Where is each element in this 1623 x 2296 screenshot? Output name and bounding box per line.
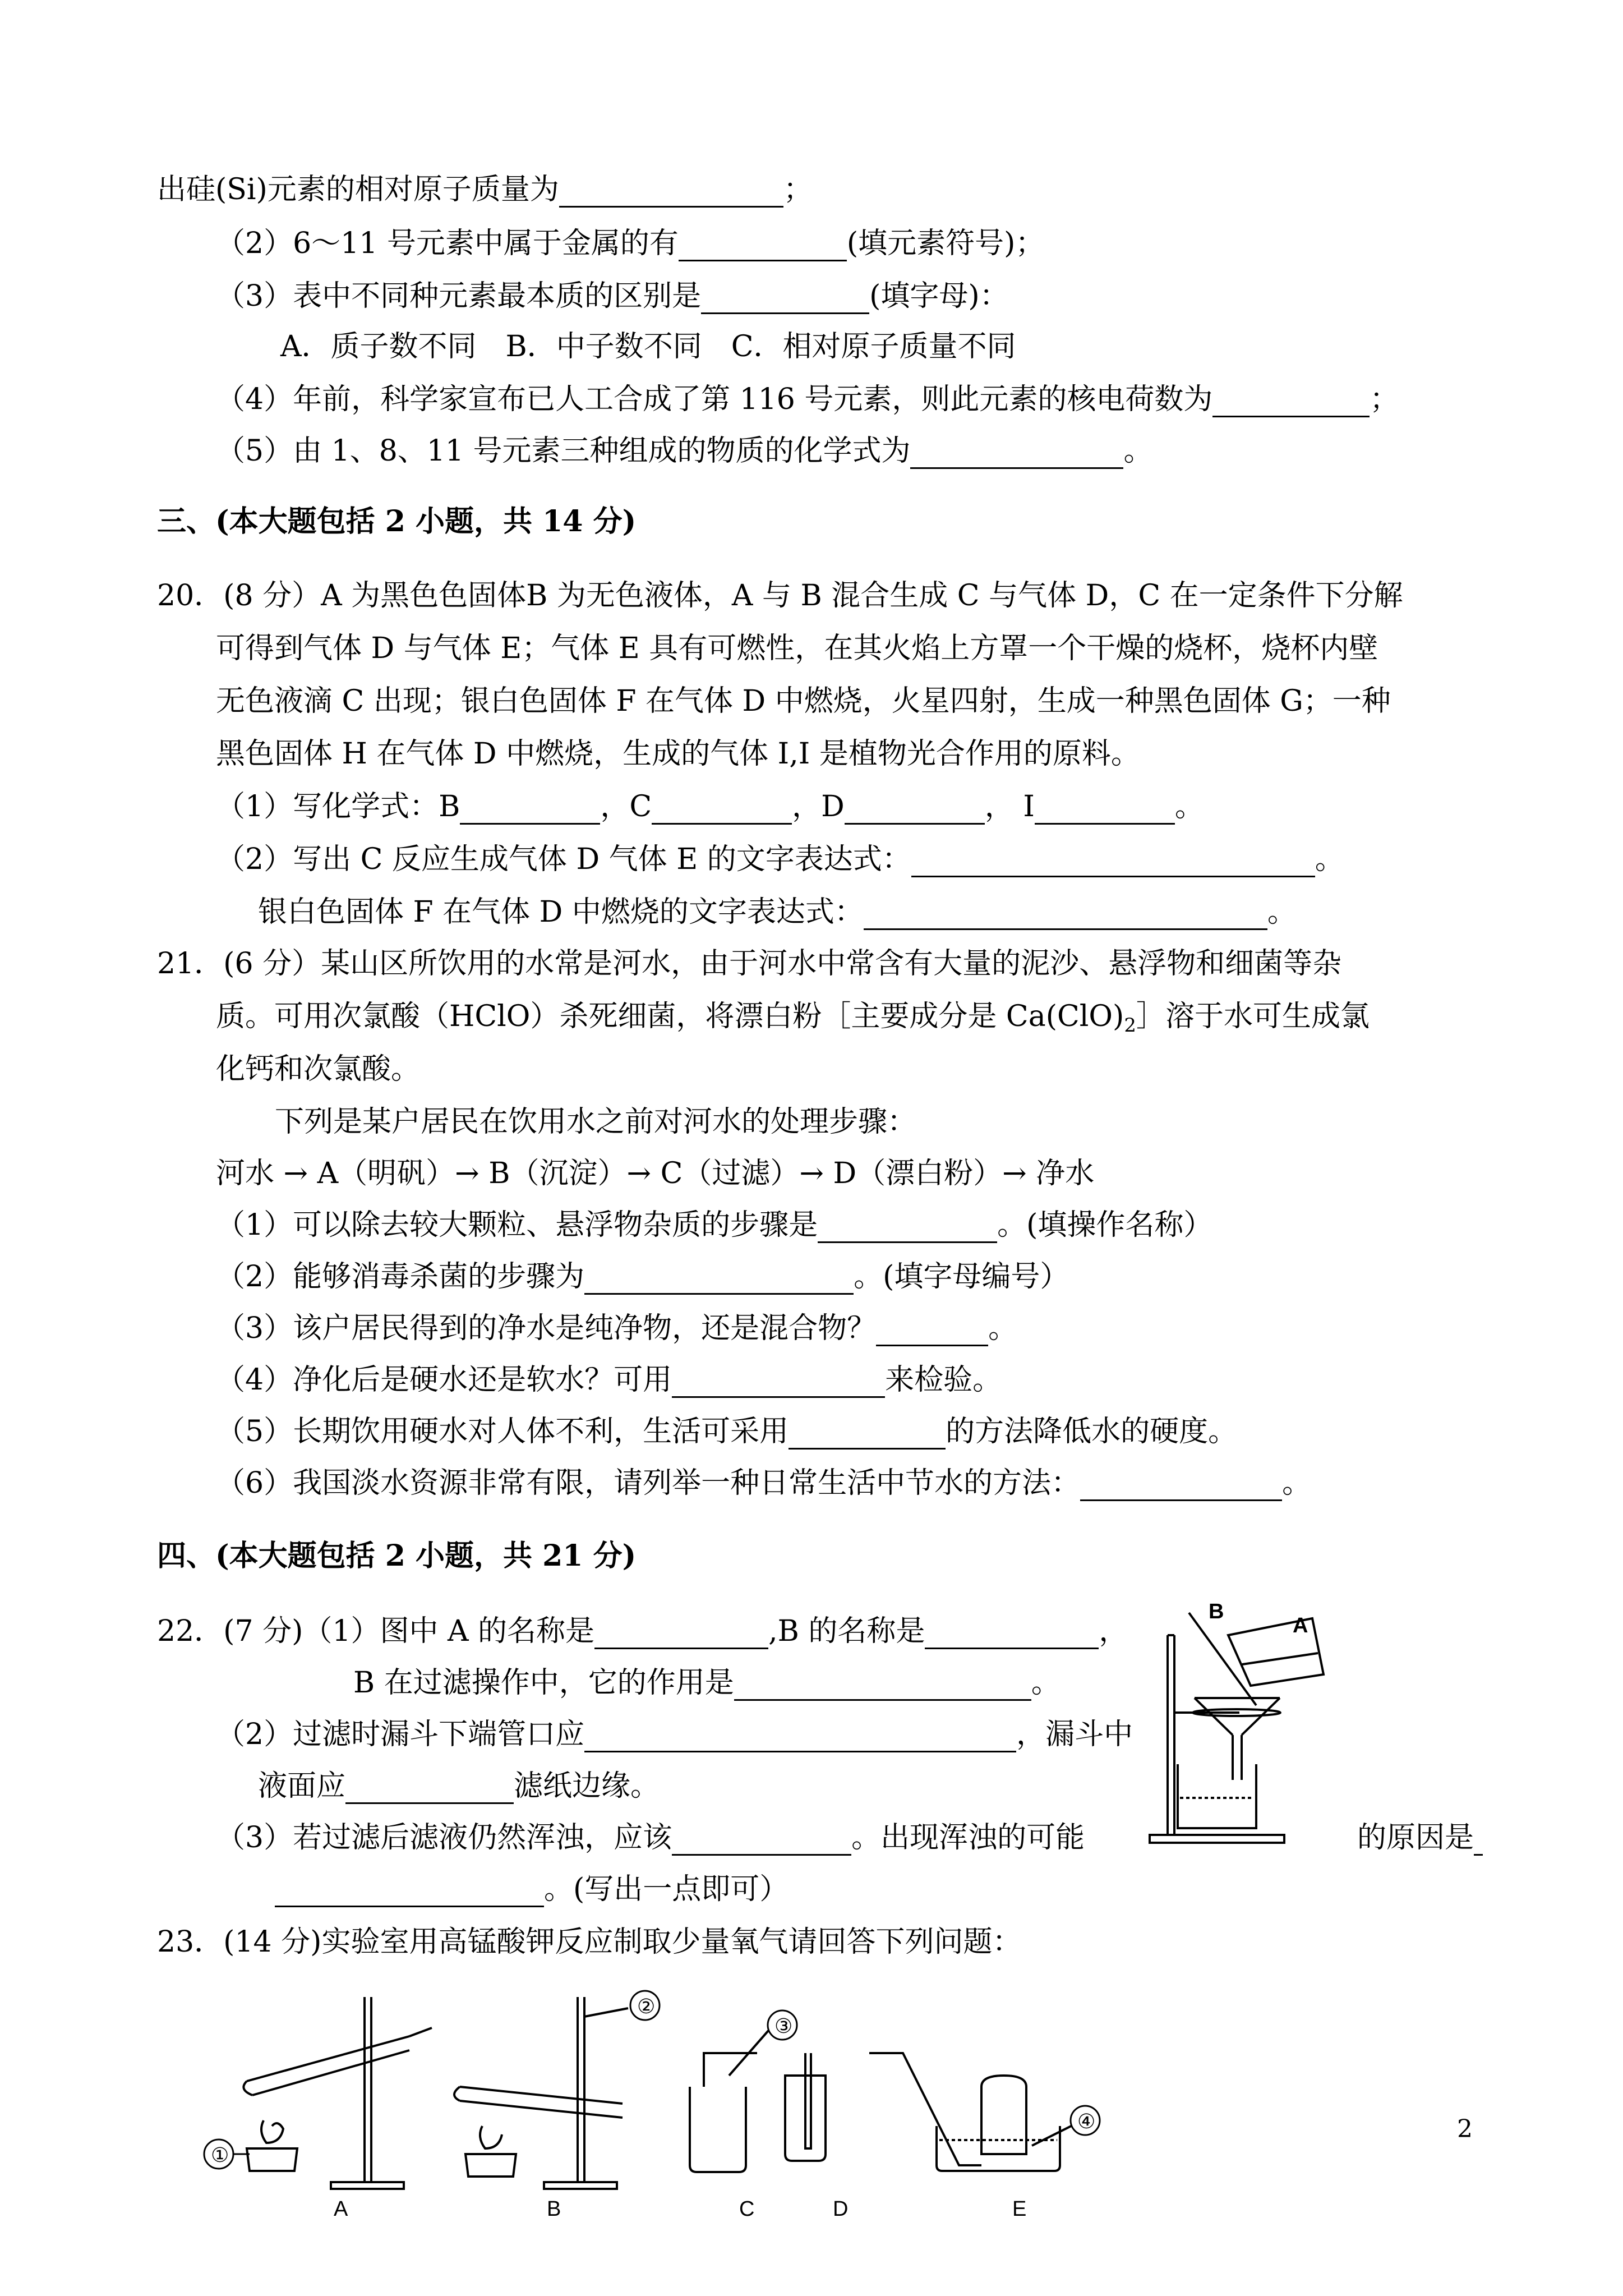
page-number: 2 [1457,2115,1473,2143]
marker-4-text: ④ [1077,2110,1096,2133]
answer-blank[interactable] [864,899,1267,930]
q21-line-4: 下列是某户居民在饮用水之前对河水的处理步骤： [275,1105,917,1139]
q20-line-2: 可得到气体 D 与气体 E；气体 E 具有可燃性，在其火焰上方罩一个干燥的烧杯，烧杯内壁 [216,632,1378,665]
section-4-heading: 四、(本大题包括 2 小题，共 21 分) [157,1539,637,1573]
q21-line-2: 质。可用次氯酸（HClO）杀死细菌，将漂白粉［主要成分是 $Ca(ClO)_2]$溶于水可生成氯 [216,1000,1370,1037]
answer-blank[interactable] [275,1876,544,1907]
section-3-heading: 三、(本大题包括 2 小题，共 14 分) [157,504,637,539]
answer-blank[interactable] [584,1722,1016,1752]
answer-blank[interactable] [910,438,1123,469]
q20-part-2: （2）写出 C 反应生成气体 D 气体 E 的文字表达式： 。 [216,843,1344,876]
q21-part-6: （6）我国淡水资源非常有限，请列举一种日常生活中节水的方法： 。 [216,1466,1312,1500]
answer-blank[interactable] [1212,386,1370,417]
marker-3-text: ③ [774,2014,793,2037]
answer-blank[interactable] [672,1825,851,1856]
answer-blank[interactable] [672,1367,885,1398]
answer-blank[interactable] [679,231,847,261]
q20-line-3: 无色液滴 C 出现；银白色固体 F 在气体 D 中燃烧，火星四射，生成一种黑色固体 G；一种 [216,684,1391,718]
q19-part-3: （3）表中不同种元素最本质的区别是 (填字母)： [216,279,1009,313]
answer-blank[interactable] [652,794,792,825]
oxygen-apparatus-figure [196,1986,1206,2221]
figure-label-a: A [1293,1614,1308,1637]
q22-line-1: 22．(7 分)（1）图中 A 的名称是 ,B 的名称是 ， [157,1614,1128,1648]
marker-2-text: ② [637,1995,656,2018]
answer-blank[interactable] [594,1618,768,1649]
label-e: E [1012,2197,1027,2221]
q21-flow: 河水 → A（明矾）→ B（沉淀）→ C（过滤）→ D（漂白粉）→ 净水 [216,1157,1095,1190]
apparatus-e [869,2053,1071,2171]
q19-part-4: （4）年前，科学家宣布已人工合成了第 116 号元素，则此元素的核电荷数为 ； [216,383,1399,416]
q23-line-1: 23．(14 分)实验室用高锰酸钾反应制取少量氧气请回答下列问题： [157,1925,1022,1959]
q21-part-4: （4）净化后是硬水还是软水？可用 来检验。 [216,1363,1002,1397]
q20-line-1: 20．(8 分）A 为黑色色固体B 为无色液体，A 与 B 混合生成 C 与气体 D，C 在一定条件下分解 [157,579,1403,613]
q22-line-5-end: 的原因是 [1357,1820,1483,1856]
q22-line-3: （2）过滤时漏斗下端管口应 ，漏斗中 [216,1718,1133,1751]
q20-part-1: （1）写化学式：B ，C ，D ， I 。 [216,790,1204,823]
q21-part-3: （3）该户居民得到的净水是纯净物，还是混合物？ 。 [216,1312,1018,1345]
apparatus-c [690,2031,768,2172]
q22-line-5: （3）若过滤后滤液仍然浑浊，应该 。出现浑浊的可能 [216,1821,1085,1855]
answer-blank[interactable] [584,1264,854,1295]
q22-line-6: 。(写出一点即可） [275,1871,789,1907]
q21-part-1: （1）可以除去较大颗粒、悬浮物杂质的步骤是 。(填操作名称） [216,1208,1213,1242]
q21-part-5: （5）长期饮用硬水对人体不利，生活可采用 的方法降低水的硬度。 [216,1415,1238,1448]
q20-part-3: 银白色固体 F 在气体 D 中燃烧的文字表达式： 。 [258,895,1297,929]
q19-line-1: 出硅(Si)元素的相对原子质量为 ； [157,173,813,206]
q19-options: A．质子数不同 B．中子数不同 C．相对原子质量不同 [280,330,1016,364]
answer-blank[interactable] [911,846,1315,877]
answer-blank[interactable] [460,794,600,825]
q19-part-2: （2）6～11 号元素中属于金属的有 (填元素符号)； [216,227,1045,260]
q21-line-1: 21．(6 分）某山区所饮用的水常是河水，由于河水中常含有大量的泥沙、悬浮物和细菌等杂 [157,947,1342,981]
apparatus-a [243,1997,432,2189]
filtration-apparatus-figure [1133,1602,1368,1854]
figure-label-b: B [1209,1602,1224,1623]
apparatus-b [454,1997,628,2189]
answer-blank[interactable] [876,1315,988,1346]
q19-part-5: （5）由 1、8、11 号元素三种组成的物质的化学式为 。 [216,434,1153,468]
answer-blank[interactable] [1035,794,1175,825]
answer-blank[interactable] [845,794,985,825]
q21-part-2: （2）能够消毒杀菌的步骤为 。(填字母编号） [216,1260,1069,1294]
answer-blank[interactable] [789,1419,946,1450]
answer-blank[interactable] [734,1670,1031,1701]
answer-blank[interactable] [1080,1470,1282,1501]
apparatus-d [785,2053,826,2161]
answer-blank[interactable] [345,1773,514,1804]
label-a: A [334,2197,348,2221]
answer-blank[interactable] [559,177,783,208]
label-d: D [833,2197,849,2221]
label-c: C [739,2197,755,2221]
answer-blank[interactable] [1474,1825,1483,1856]
answer-blank[interactable] [701,283,869,314]
q21-line-3: 化钙和次氯酸。 [216,1052,421,1086]
label-b: B [547,2197,561,2221]
q19-line-1-text: 出硅(Si)元素的相对原子质量为 [157,173,559,206]
answer-blank[interactable] [818,1212,997,1243]
marker-1-text: ① [211,2143,229,2166]
q20-line-4: 黑色固体 H 在气体 D 中燃烧，生成的气体 I,I 是植物光合作用的原料。 [216,737,1140,771]
answer-blank[interactable] [925,1618,1099,1649]
q22-line-2: B 在过滤操作中，它的作用是 。 [353,1666,1061,1700]
q22-line-4: 液面应 滤纸边缘。 [258,1769,660,1803]
